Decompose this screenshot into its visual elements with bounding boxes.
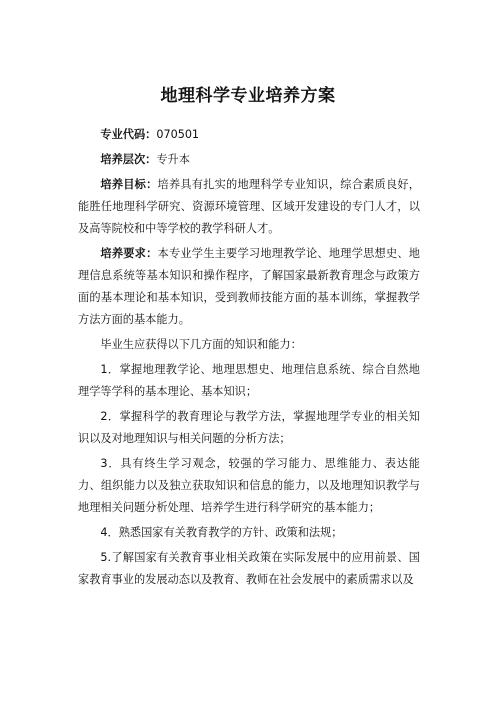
major-code-label: 专业代码： <box>100 128 157 141</box>
major-code-line <box>78 124 420 146</box>
ability-item-3: 3．具有终生学习观念，较强的学习能力、思维能力、表达能力、组织能力以及独立获取知识和信息的能力，以及地理知识教学与地理相关问题分析处理、培养学生进行科学研究的基本能力； <box>78 457 420 514</box>
training-goal-paragraph <box>78 174 420 240</box>
document-body <box>78 124 420 591</box>
training-level-label: 培养层次： <box>100 153 157 166</box>
ability-item-2: 2．掌握科学的教育理论与教学方法，掌握地理学专业的相关知识以及对地理知识与相关问题的分析方法； <box>78 410 420 445</box>
training-level-value: 专升本 <box>156 153 190 166</box>
ability-item-1: 1．掌握地理教学论、地理思想史、地理信息系统、综合自然地理学等学科的基本理论、基本知识； <box>78 363 420 398</box>
major-code-value: 070501 <box>156 128 200 141</box>
ability-item-5: 5.了解国家有关教育事业相关政策在实际发展中的应用前景、国家教育事业的发展动态以及教育、教师在社会发展中的素质需求以及 <box>78 551 420 586</box>
abilities-intro: 毕业生应获得以下几方面的知识和能力： <box>100 338 302 351</box>
training-requirement-text: 本专业学生主要学习地理教学论、地理学思想史、地理信息系统等基本知识和操作程序，了解国家最新教育理念与政策方面的基本理论和基本知识，受到教师技能方面的基本训练，掌握教学方法方面的基本能力。 <box>78 247 420 326</box>
training-requirement-label: 培养要求： <box>100 247 158 260</box>
page-title: 地理科学专业培养方案 <box>160 86 336 106</box>
training-level-line <box>78 149 420 171</box>
ability-item-4: 4．熟悉国家有关教育教学的方针、政策和法规； <box>100 526 343 539</box>
training-goal-text: 培养具有扎实的地理科学专业知识，综合素质良好，能胜任地理科学研究、资源环境管理、区域开发建设的专门人才，以及高等院校和中等学校的教学科研人才。 <box>78 178 420 235</box>
training-goal-label: 培养目标： <box>100 178 158 191</box>
training-requirement-paragraph <box>78 243 420 331</box>
